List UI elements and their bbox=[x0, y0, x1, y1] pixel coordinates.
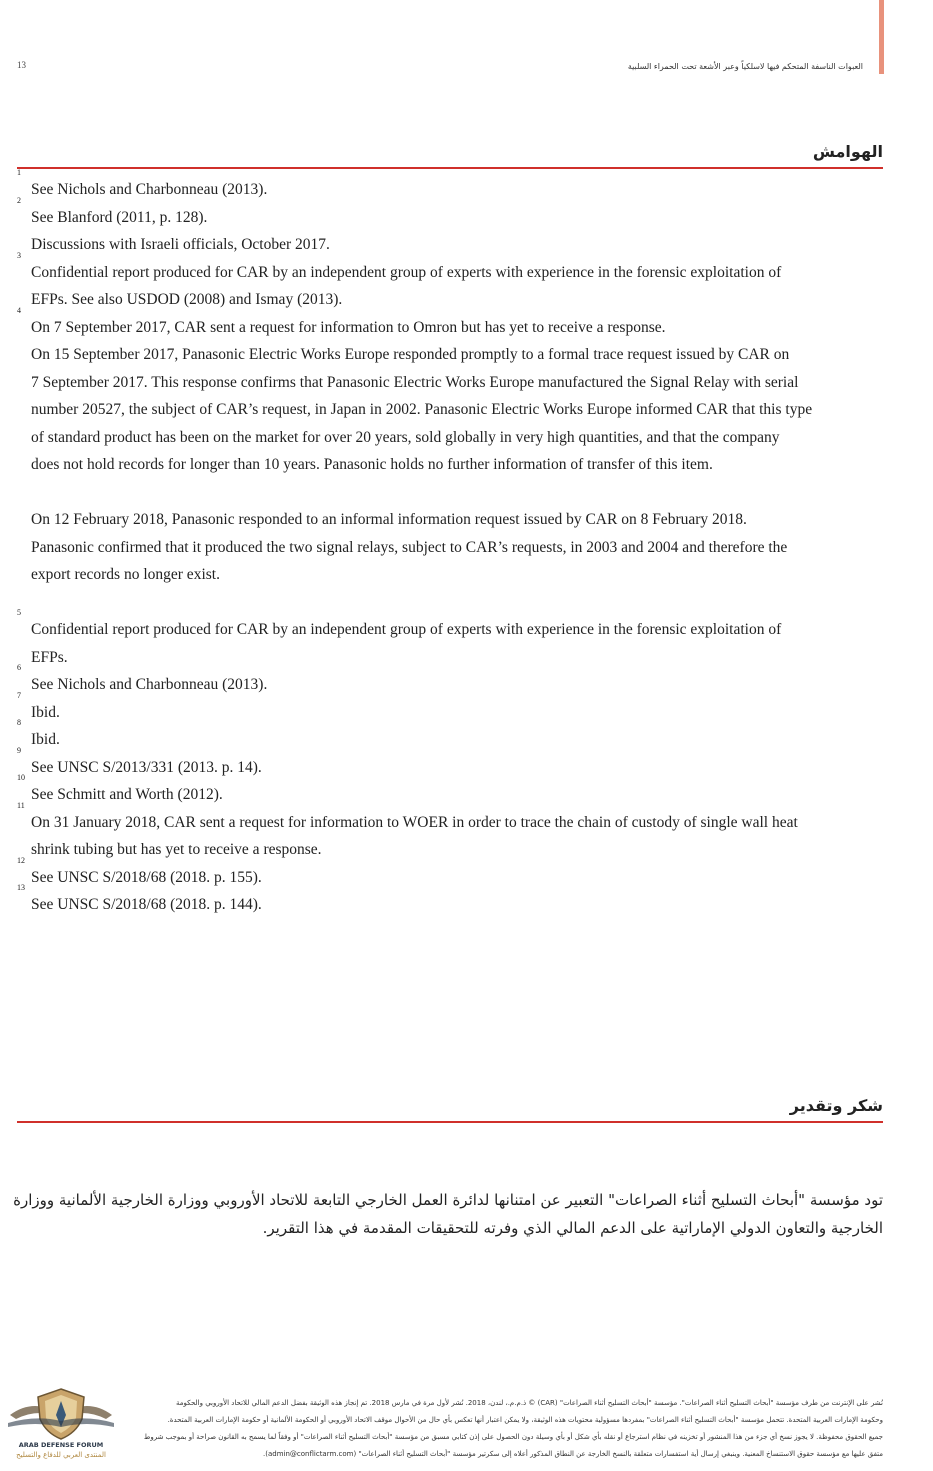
footnote-line: See Nichols and Charbonneau (2013). bbox=[31, 676, 268, 693]
acknowledgements-line: الخارجية والتعاون الدولي الإماراتية على الدعم المالي الذي وفرته للتحقيقات المقدمة في هذا التقرير. bbox=[262, 1219, 883, 1237]
footnote-line: Confidential report produced for CAR by an independent group of experts with experience in the forensic exploitation of bbox=[31, 621, 782, 638]
footnote-line: shrink tubing but has yet to receive a response. bbox=[31, 841, 322, 858]
acknowledgements-text bbox=[13, 1186, 883, 1242]
footnote-line: On 12 February 2018, Panasonic responded to an informal information request issued by CAR on 8 February 2018. bbox=[31, 511, 747, 528]
footnotes-heading: الهوامش bbox=[812, 142, 883, 161]
footnote-line: See Schmitt and Worth (2012). bbox=[31, 786, 223, 803]
footnote-line: See Nichols and Charbonneau (2013). bbox=[31, 181, 268, 198]
footnote-number: 7 bbox=[17, 690, 21, 700]
footnote-line: Ibid. bbox=[31, 703, 60, 721]
footnote-number: 6 bbox=[17, 663, 21, 672]
footnote-number: 4 bbox=[17, 305, 21, 315]
footnote-item bbox=[17, 663, 887, 699]
footnote-item bbox=[17, 608, 887, 671]
footnote-item bbox=[17, 773, 887, 809]
footer-line: وحكومة الإمارات العربية المتحدة. تتحمل مؤسسة "أبحاث التسليح أثناء الصراعات" بمفردها مسؤولية محتويات هذه الوثيقة، ولا يمكن اعتبار أنها تعكس بأي حال من الأحوال موقف الاتحاد الأوروبي أو الحكومة الألمانية أو حكومة الإمارات العربية المتحدة. bbox=[167, 1416, 883, 1424]
footnote-spacer bbox=[31, 479, 887, 507]
watermark-subtitle: المنتدى العربي للدفاع والتسليح bbox=[16, 1451, 106, 1459]
acknowledgements-heading: شكر وتقدير bbox=[789, 1096, 883, 1115]
footnote-item bbox=[17, 800, 887, 864]
footnote-line: On 7 September 2017, CAR sent a request for information to Omron but has yet to receive a response. bbox=[31, 318, 666, 336]
copyright-footer bbox=[93, 1395, 883, 1463]
footnote-item bbox=[17, 718, 887, 754]
footnote-number: 2 bbox=[17, 195, 21, 205]
footer-line: جميع الحقوق محفوظة. لا يجوز نسخ أي جزء من هذا المنشور أو تخزينه في نظام استرجاع أو نقله بأي شكل أو بأي وسيلة دون الحصول على إذن كتابي مسبق من مؤسسة "أبحاث التسليح أثناء الصراعات" أو وفقاً لما يسمح به القانون صراحة أو بموجب شروط bbox=[143, 1433, 883, 1441]
header-accent-bar bbox=[879, 0, 884, 74]
footnote-line: See UNSC S/2013/331 (2013. p. 14). bbox=[31, 758, 262, 776]
footnote-line: number 20527, the subject of CAR’s request, in Japan in 2002. Panasonic Electric Works Europe informed CAR that this type bbox=[31, 401, 813, 418]
footnote-item bbox=[17, 855, 887, 892]
footnote-item bbox=[17, 250, 887, 314]
footnote-line: Discussions with Israeli officials, October 2017. bbox=[31, 236, 330, 253]
footnote-line: See UNSC S/2018/68 (2018. p. 144). bbox=[31, 896, 262, 913]
footnote-number: 8 bbox=[17, 718, 21, 727]
footnote-item bbox=[17, 745, 887, 782]
footnote-line: Panasonic confirmed that it produced the two signal relays, subject to CAR’s requests, in 2003 and 2004 and therefore the bbox=[31, 538, 788, 556]
footnote-item bbox=[17, 305, 887, 617]
page-number: 13 bbox=[17, 60, 26, 70]
running-header: العبوات الناسفة المتحكم فيها لاسلكياً وعبر الأشعة تحت الحمراء السلبية bbox=[627, 62, 863, 71]
footnote-line: of standard product has been on the market for over 20 years, sold globally in very high quantities, and that the company bbox=[31, 428, 780, 446]
footnote-line: See UNSC S/2018/68 (2018. p. 155). bbox=[31, 868, 262, 886]
footnote-number: 9 bbox=[17, 745, 21, 755]
footnote-number: 10 bbox=[17, 773, 25, 782]
footnote-line: does not hold records for longer than 10 years. Panasonic holds no further information of transfer of this item. bbox=[31, 456, 713, 473]
shield-icon bbox=[6, 1385, 116, 1443]
footnote-line: Ibid. bbox=[31, 731, 60, 748]
footnote-item bbox=[17, 168, 887, 204]
footnote-line: export records no longer exist. bbox=[31, 566, 220, 583]
footnote-number: 5 bbox=[17, 608, 21, 617]
footnote-number: 11 bbox=[17, 800, 25, 810]
watermark-logo bbox=[6, 1385, 116, 1467]
acknowledgements-rule bbox=[17, 1121, 883, 1123]
footnote-number: 3 bbox=[17, 250, 21, 260]
footnote-item bbox=[17, 195, 887, 259]
footer-line: متفق عليها مع مؤسسة حقوق الاستنساخ المعنية. وينبغي إرسال أية استفسارات متعلقة بالنسخ الخارجة عن النطاق المذكور أعلاه إلى سكرتير مؤسسة "أبحاث التسليح أثناء الصراعات" (admin@conflictarm.com). bbox=[263, 1450, 883, 1458]
footnote-line: On 31 January 2018, CAR sent a request for information to WOER in order to trace the chain of custody of single wall heat bbox=[31, 813, 798, 831]
footnote-number: 1 bbox=[17, 168, 21, 177]
footnote-number: 12 bbox=[17, 855, 25, 865]
footnote-spacer bbox=[31, 589, 887, 617]
footnote-line: EFPs. bbox=[31, 648, 68, 666]
footnote-number: 13 bbox=[17, 883, 25, 892]
footnotes-rule bbox=[17, 167, 883, 169]
footnote-item bbox=[17, 690, 887, 727]
footer-line: نُشر على الإنترنت من طرف مؤسسة "أبحاث التسليح أثناء الصراعات". مؤسسة "أبحاث التسليح أثناء الصراعات" (CAR) © ذ.م.م.، لندن، 2018. نُشر لأول مرة في مارس 2018. تم إنجاز هذه الوثيقة بفضل الدعم المالي للاتحاد الأوروبي والحكومة bbox=[176, 1399, 883, 1407]
acknowledgements-line: تود مؤسسة "أبحاث التسليح أثناء الصراعات" التعبير عن امتنانها لدائرة العمل الخارجي التابعة للاتحاد الأوروبي ووزارة الخارجية الألمانية ووزارة bbox=[13, 1191, 883, 1209]
footnote-line: EFPs. See also USDOD (2008) and Ismay (2013). bbox=[31, 291, 343, 308]
watermark-title: ARAB DEFENSE FORUM bbox=[18, 1441, 104, 1449]
footnote-line: On 15 September 2017, Panasonic Electric Works Europe responded promptly to a formal trace request issued by CAR on bbox=[31, 346, 790, 363]
footnote-line: Confidential report produced for CAR by an independent group of experts with experience in the forensic exploitation of bbox=[31, 263, 782, 281]
footnotes-list bbox=[17, 168, 887, 919]
footnote-item bbox=[17, 883, 887, 919]
footnote-line: 7 September 2017. This response confirms that Panasonic Electric Works Europe manufactured the Signal Relay with serial bbox=[31, 373, 799, 391]
footnote-line: See Blanford (2011, p. 128). bbox=[31, 208, 208, 226]
